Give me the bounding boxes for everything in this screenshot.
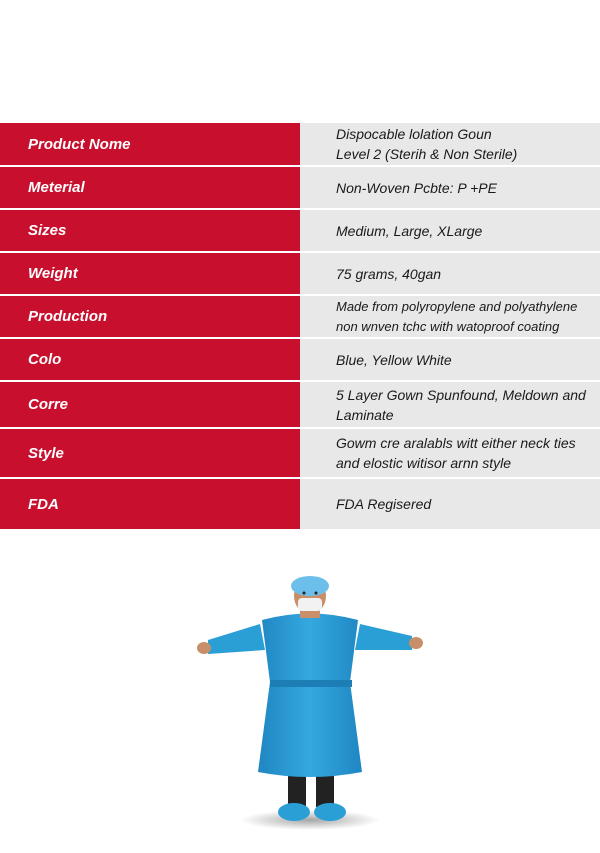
spec-row-color xyxy=(0,339,600,382)
spec-value-line: Laminate xyxy=(336,406,394,423)
spec-value-line: Blue, Yellow White xyxy=(336,351,452,368)
spec-value xyxy=(300,429,600,477)
spec-row-fda xyxy=(0,479,600,529)
gown-model-photo xyxy=(190,562,430,842)
spec-value xyxy=(300,210,600,251)
spec-value-line: Non-Woven Pcbte: P +PE xyxy=(336,179,497,196)
spec-label: Production xyxy=(0,296,300,337)
spec-row-weight xyxy=(0,253,600,296)
spec-value-line: 5 Layer Gown Spunfound, Meldown and xyxy=(336,386,586,403)
spec-value-line: and elostic witisor arnn style xyxy=(336,455,512,471)
spec-label: Corre xyxy=(0,382,300,427)
spec-label: Weight xyxy=(0,253,300,294)
spec-value-line: 75 grams, 40gan xyxy=(336,265,442,282)
spec-value-line: Dispocable lolation Goun xyxy=(336,126,492,142)
spec-value xyxy=(300,479,600,529)
spec-row-material xyxy=(0,167,600,210)
spec-value-line: Medium, Large, XLarge xyxy=(336,222,483,239)
spec-row-product-name xyxy=(0,123,600,167)
spec-value-line: Made from polyropylene and polyathylene xyxy=(336,298,578,314)
spec-value xyxy=(300,253,600,294)
spec-label: FDA xyxy=(0,479,300,529)
spec-label: Colo xyxy=(0,339,300,380)
spec-value-line: FDA Regisered xyxy=(336,496,432,512)
spec-label: Product Nome xyxy=(0,123,300,165)
spec-value xyxy=(300,339,600,380)
spec-value xyxy=(300,382,600,427)
spec-value xyxy=(300,167,600,208)
spec-value-line: Level 2 (Sterih & Non Sterile) xyxy=(336,146,518,162)
spec-value-line: Gowm cre aralabls witt either neck ties xyxy=(336,435,576,451)
spec-row-style xyxy=(0,429,600,479)
spec-label: Meterial xyxy=(0,167,300,208)
spec-label: Sizes xyxy=(0,210,300,251)
spec-label: Style xyxy=(0,429,300,477)
spec-value-line: non wnven tchc with watoproof coating xyxy=(336,318,560,334)
spec-row-sizes xyxy=(0,210,600,253)
spec-table xyxy=(0,123,600,529)
spec-value xyxy=(300,296,600,337)
spec-row-core xyxy=(0,382,600,429)
spec-value xyxy=(300,123,600,165)
spec-row-production xyxy=(0,296,600,339)
